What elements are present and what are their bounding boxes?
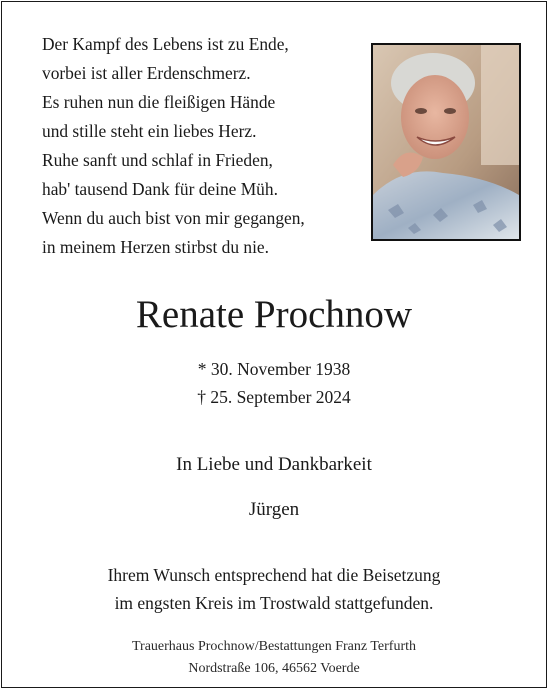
funeral-home	[0, 636, 548, 680]
deceased-name: Renate Prochnow	[135, 293, 413, 336]
poem-line: vorbei ist aller Erdenschmerz.	[42, 63, 251, 83]
funeral-home-address: Nordstraße 106, 46562 Voerde	[188, 661, 360, 676]
poem-line: Der Kampf des Lebens ist zu Ende,	[42, 34, 289, 54]
poem-line: und stille steht ein liebes Herz.	[42, 121, 257, 141]
dedication: In Liebe und Dankbarkeit	[176, 454, 372, 475]
notice-line: im engsten Kreis im Trostwald stattgefunden.	[114, 593, 434, 613]
poem	[42, 30, 305, 262]
portrait-image	[373, 45, 519, 239]
poem-line: in meinem Herzen stirbst du nie.	[42, 237, 269, 257]
portrait-photo	[371, 43, 521, 241]
signer-name: Jürgen	[248, 499, 300, 520]
burial-notice	[0, 561, 548, 617]
poem-line: Es ruhen nun die fleißigen Hände	[42, 92, 276, 112]
poem-line: hab' tausend Dank für deine Müh.	[42, 179, 278, 199]
poem-line: Ruhe sanft und schlaf in Frieden,	[42, 150, 273, 170]
notice-line: Ihrem Wunsch entsprechend hat die Beisetzung	[107, 565, 441, 585]
death-date: † 25. September 2024	[197, 387, 351, 407]
funeral-home-name: Trauerhaus Prochnow/Bestattungen Franz Terfurth	[131, 639, 417, 654]
life-dates	[0, 355, 548, 411]
birth-date: * 30. November 1938	[197, 359, 351, 379]
poem-line: Wenn du auch bist von mir gegangen,	[42, 208, 305, 228]
